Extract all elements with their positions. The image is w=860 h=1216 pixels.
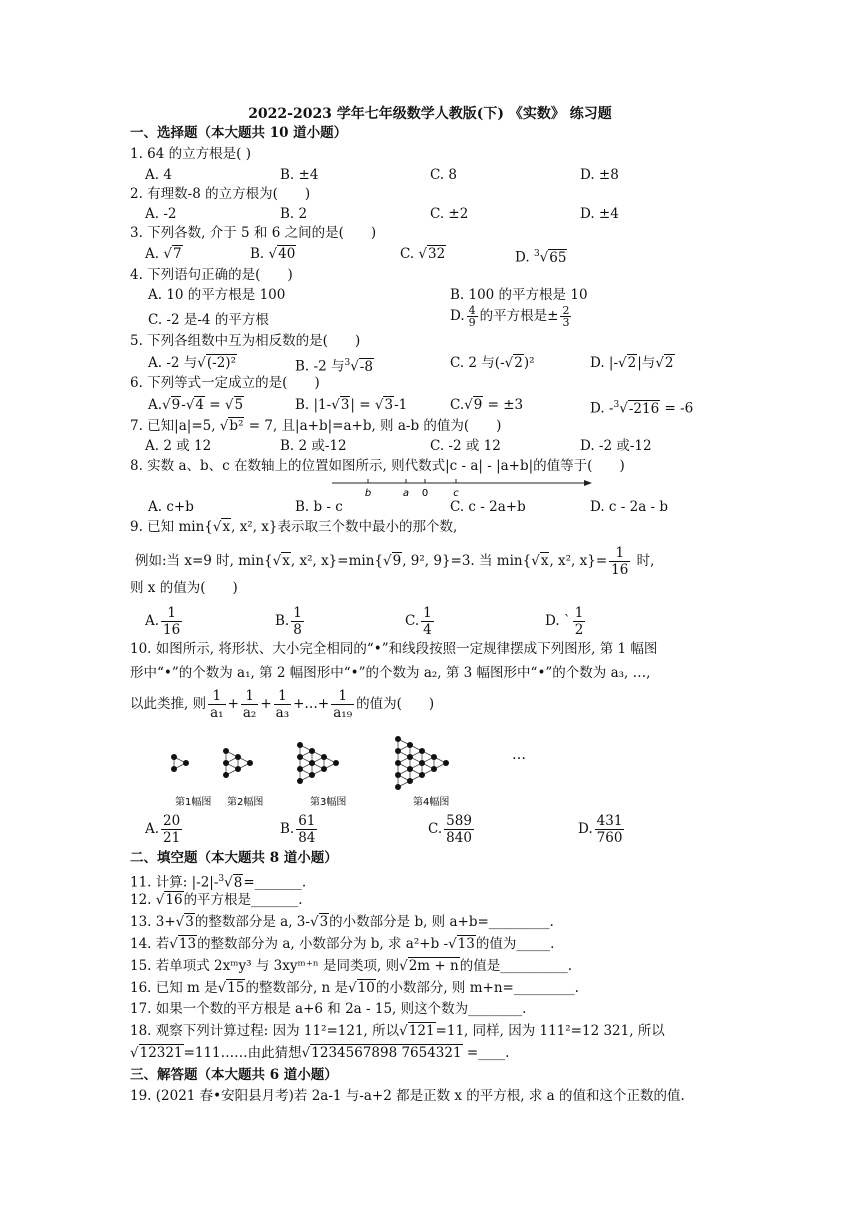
pattern-dot-fig3 xyxy=(297,778,303,784)
question-9-ask: 则 x 的值为( ) xyxy=(130,580,238,596)
label-c: c xyxy=(453,488,459,499)
question-17: 17. 如果一个数的平方根是 a+6 和 2a - 15, 则这个数为________. xyxy=(130,1001,527,1017)
pattern-dot-fig4 xyxy=(407,766,413,772)
pattern-dot-fig4 xyxy=(431,754,437,760)
question-5-stem: 5. 下列各组数中互为相反数的是( ) xyxy=(130,333,361,349)
pattern-dot-fig2 xyxy=(235,754,241,760)
q2-option-b: B. 2 xyxy=(280,206,308,222)
question-18-line1: 18. 观察下列计算过程: 因为 11²=121, 所以√121=11, 同样, 因为 111²=12 321, 所以 xyxy=(130,1023,665,1039)
pattern-dot-fig2 xyxy=(223,772,229,778)
q6-option-b: B. |1-√3| = √3-1 xyxy=(295,397,408,413)
q4-option-b: B. 100 的平方根是 10 xyxy=(450,287,588,303)
question-13: 13. 3+√3的整数部分是 a, 3-√3的小数部分是 b, 则 a+b=_________. xyxy=(130,914,554,930)
label-b: b xyxy=(364,488,372,499)
pattern-area xyxy=(171,736,449,790)
pattern-dot-fig1 xyxy=(171,766,177,772)
q1-option-d: D. ±8 xyxy=(580,167,619,183)
pattern-dot-fig4 xyxy=(443,760,449,766)
pattern-dot-fig3 xyxy=(309,772,315,778)
q9-option-d: D. ` $\frac{1}{2}$ xyxy=(545,605,584,638)
pattern-dot-fig2 xyxy=(235,766,241,772)
question-10-line2: 形中“•”的个数为 a₁, 第 2 幅图形中“•”的个数为 a₂, 第 3 幅图形中“•”的个数为 a₃, …, xyxy=(130,665,651,681)
label-zero: 0 xyxy=(421,488,429,499)
question-16: 16. 已知 m 是√15的整数部分, n 是√10的小数部分, 则 m+n=_________. xyxy=(130,980,579,996)
question-11: 11. 计算: |-2|-$^3$√8=_______. xyxy=(130,874,307,891)
pattern-dot-fig4 xyxy=(419,772,425,778)
pattern-dot-fig2 xyxy=(247,760,253,766)
section-heading-fill: 二、填空题（本大题共 8 道小题） xyxy=(130,850,338,866)
q7-option-d: D. -2 或-12 xyxy=(580,438,652,454)
q8-option-a: A. c+b xyxy=(148,499,194,515)
pattern-dot-fig3 xyxy=(297,754,303,760)
question-18-line2: √12321=111……由此猜想√1234567898 7654321 =____. xyxy=(130,1045,510,1061)
q5-option-c: C. 2 与(-√2)² xyxy=(450,355,535,371)
question-6-stem: 6. 下列等式一定成立的是( ) xyxy=(130,375,320,391)
label-a: a xyxy=(402,488,410,499)
q3-option-b: B. √40 xyxy=(250,246,296,262)
question-2-stem: 2. 有理数-8 的立方根为( ) xyxy=(130,186,311,202)
q2-option-d: D. ±4 xyxy=(580,206,619,222)
q4-option-c: C. -2 是-4 的平方根 xyxy=(148,312,269,328)
pattern-dot-fig4 xyxy=(419,760,425,766)
q5-option-b: B. -2 与$^3$√-8 xyxy=(295,358,373,375)
question-7-stem: 7. 已知|a|=5, √b² = 7, 且|a+b|=a+b, 则 a-b 的值为( ) xyxy=(130,418,502,434)
q1-option-c: C. 8 xyxy=(430,167,458,183)
pattern-dot-fig2 xyxy=(223,760,229,766)
q5-option-a: A. -2 与√(-2)² xyxy=(148,355,236,371)
pattern-dot-fig3 xyxy=(321,766,327,772)
caption-fig1: 第1幅图 xyxy=(175,797,212,808)
q9-option-b: B. $\frac{1}{8}$ xyxy=(275,605,302,638)
pattern-dot-fig1 xyxy=(183,760,189,766)
q8-option-d: D. c - 2a - b xyxy=(590,499,669,515)
pattern-dot-fig4 xyxy=(395,760,401,766)
pattern-dot-fig4 xyxy=(395,784,401,790)
question-9-example: 例如:当 x=9 时, min{√x, x², x}=min{√9, 9², 9}=3. 当 min{√x, x², x}= $\frac{1}{16}$ 时, xyxy=(135,545,655,578)
question-10-line3: 以此类推, 则 $\frac{1}{\text{a₁}}$ + $\frac{1}{\text{a₂}}$ + $\frac{1}{\text{a₃}}$ +…+ $\frac{1}{\text{a₁₉}}$ 的值为( ) xyxy=(130,688,435,721)
pattern-dot-fig3 xyxy=(297,766,303,772)
pattern-dot-fig3 xyxy=(309,748,315,754)
q10-option-b: B. $\frac{61}{84}$ xyxy=(280,813,316,846)
q4-option-d: D. $\frac{4}{9}$ 的平方根是± $\frac{2}{3}$ xyxy=(450,304,570,329)
q4-option-a: A. 10 的平方根是 100 xyxy=(148,287,286,303)
q7-option-a: A. 2 或 12 xyxy=(145,438,212,454)
pattern-dot-fig4 xyxy=(395,736,401,742)
q10-option-d: D. $\frac{431}{760}$ xyxy=(578,813,623,846)
pattern-dot-fig3 xyxy=(309,760,315,766)
question-4-stem: 4. 下列语句正确的是( ) xyxy=(130,267,293,283)
q8-option-c: C. c - 2a+b xyxy=(450,499,526,515)
q7-option-c: C. -2 或 12 xyxy=(430,438,501,454)
q6-option-a: A.√9-√4 = √5 xyxy=(148,397,244,413)
question-9-stem: 9. 已知 min{√x, x², x}表示取三个数中最小的那个数, xyxy=(130,519,458,535)
question-15: 15. 若单项式 2xᵐy³ 与 3xyᵐ⁺ⁿ 是同类项, 则√2m + n的值是__________. xyxy=(130,958,572,974)
q7-option-b: B. 2 或-12 xyxy=(280,438,347,454)
question-19: 19. (2021 春•安阳县月考)若 2a-1 与-a+2 都是正数 x 的平方根, 求 a 的值和这个正数的值. xyxy=(130,1088,685,1104)
q10-option-c: C. $\frac{589}{840}$ xyxy=(428,813,472,846)
pattern-dot-fig4 xyxy=(395,748,401,754)
caption-fig4: 第4幅图 xyxy=(413,797,450,808)
q10-option-a: A. $\frac{20}{21}$ xyxy=(145,813,181,846)
question-14: 14. 若√13的整数部分为 a, 小数部分为 b, 求 a²+b -√13的值为_____. xyxy=(130,936,555,952)
q6-option-d: D. -$^3$√-216 = -6 xyxy=(590,400,694,417)
q6-option-c: C.√9 = ±3 xyxy=(450,397,524,413)
pattern-dot-fig4 xyxy=(407,754,413,760)
question-1-stem: 1. 64 的立方根是( ) xyxy=(130,146,251,162)
question-3-stem: 3. 下列各数, 介于 5 和 6 之间的是( ) xyxy=(130,225,377,241)
q2-option-a: A. -2 xyxy=(145,206,177,222)
number-line-figure xyxy=(330,475,600,499)
caption-fig2: 第2幅图 xyxy=(227,797,264,808)
pattern-dot-fig4 xyxy=(419,748,425,754)
pattern-dot-fig4 xyxy=(395,772,401,778)
section-heading-choice: 一、选择题（本大题共 10 道小题） xyxy=(130,125,348,141)
q9-option-c: C. $\frac{1}{4}$ xyxy=(405,605,432,638)
q1-option-a: A. 4 xyxy=(145,167,172,183)
pattern-dot-fig3 xyxy=(321,754,327,760)
question-8-stem: 8. 实数 a、b、c 在数轴上的位置如图所示, 则代数式|c - a| - |a+b|的值等于( ) xyxy=(130,458,625,474)
pattern-dot-fig4 xyxy=(431,766,437,772)
q3-option-d: D. $^3$√65 xyxy=(515,249,567,266)
dot-pattern-figures xyxy=(160,725,560,810)
pattern-dot-fig1 xyxy=(171,754,177,760)
pattern-dot-fig3 xyxy=(297,742,303,748)
question-10-line1: 10. 如图所示, 将形状、大小完全相同的“•”和线段按照一定规律摆成下列图形, 第 1 幅图 xyxy=(130,641,658,657)
q9-option-a: A. $\frac{1}{16}$ xyxy=(145,605,181,638)
q3-option-c: C. √32 xyxy=(400,246,446,262)
q5-option-d: D. |-√2|与√2 xyxy=(590,355,674,371)
number-line-arrow xyxy=(584,480,592,486)
page-title: 2022-2023 学年七年级数学人教版(下) 《实数》 练习题 xyxy=(248,106,612,122)
pattern-ellipsis: … xyxy=(512,747,526,763)
caption-fig3: 第3幅图 xyxy=(310,797,347,808)
pattern-dot-fig2 xyxy=(223,748,229,754)
section-heading-solve: 三、解答题（本大题共 6 道小题） xyxy=(130,1067,338,1083)
q2-option-c: C. ±2 xyxy=(430,206,469,222)
q8-option-b: B. b - c xyxy=(295,499,343,515)
question-12: 12. √16的平方根是_______. xyxy=(130,892,303,908)
pattern-dot-fig3 xyxy=(333,760,339,766)
pattern-dot-fig4 xyxy=(407,742,413,748)
pattern-dot-fig4 xyxy=(407,778,413,784)
q1-option-b: B. ±4 xyxy=(280,167,319,183)
q3-option-a: A. √7 xyxy=(145,246,182,262)
